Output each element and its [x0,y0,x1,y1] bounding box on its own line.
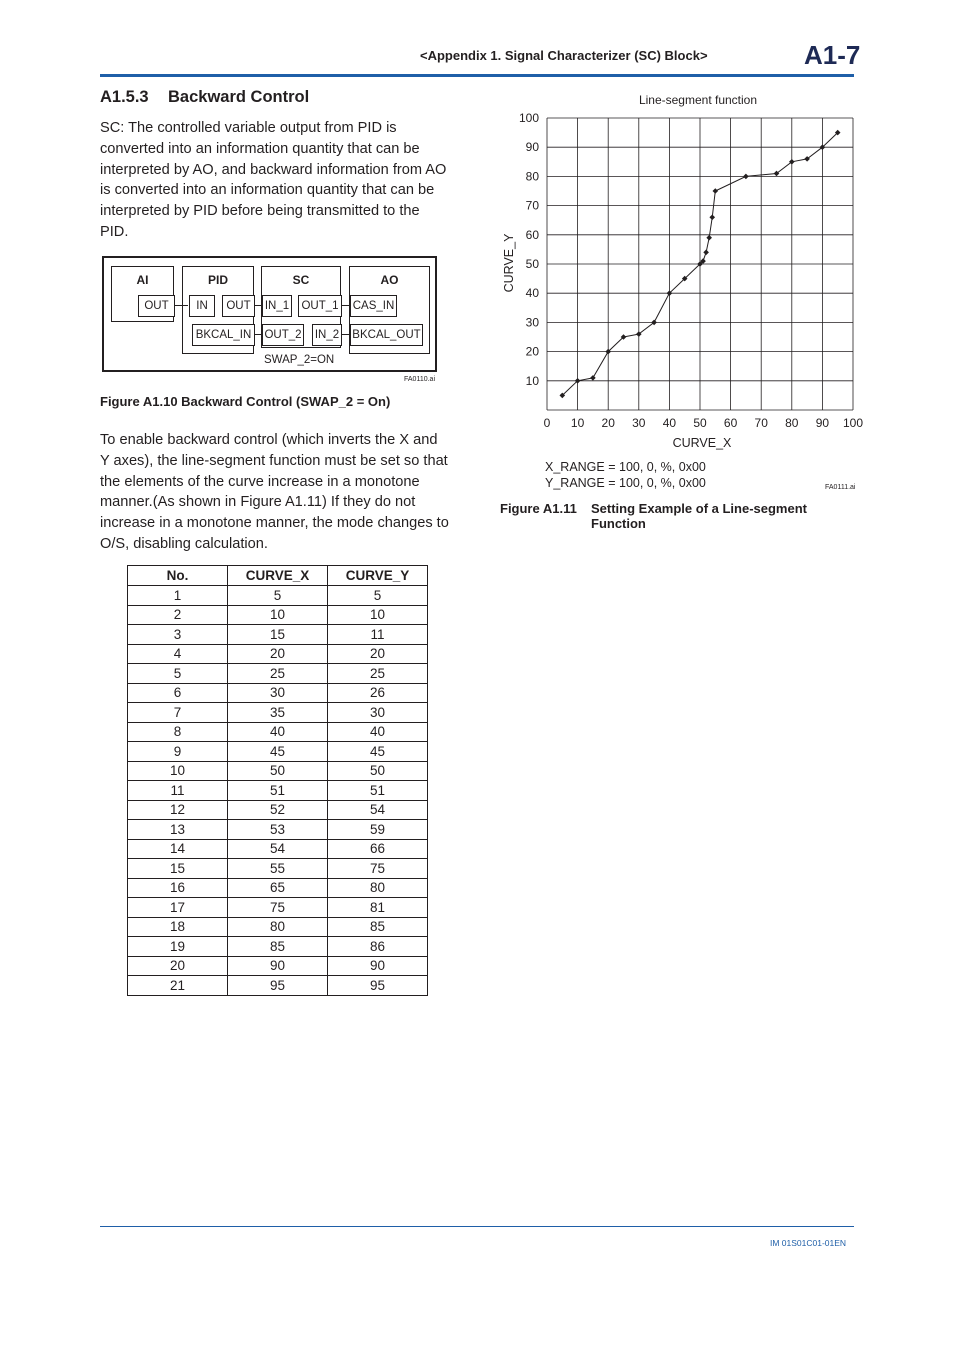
table-cell: 54 [228,839,328,859]
table-row [128,644,428,664]
section-title: Backward Control [168,88,310,106]
table-cell: 5 [228,586,328,606]
table-cell: 51 [328,781,428,801]
table-cell: 26 [328,683,428,703]
table-row [128,761,428,781]
chart-file-id: FA0111.ai [825,484,856,491]
table-cell: 95 [328,976,428,996]
y-range-annotation: Y_RANGE = 100, 0, %, 0x00 [545,476,706,490]
table-cell: 6 [128,683,228,703]
y-tick-label: 50 [525,257,539,271]
data-point [706,235,712,241]
table-cell: 80 [228,917,328,937]
table-header-row [128,566,428,586]
table-cell: 35 [228,703,328,723]
table-cell: 53 [228,820,328,840]
x-tick-label: 10 [570,416,585,430]
swap-label: SWAP_2=ON [264,354,335,366]
x-tick-label: 50 [693,416,707,430]
table-cell: 25 [328,664,428,684]
table-cell: 7 [128,703,228,723]
table-cell: 40 [228,722,328,742]
ao-block [349,266,430,354]
line-segment-chart [495,88,875,508]
table-row [128,820,428,840]
table-cell: 10 [328,605,428,625]
sc-block-title: SC [292,273,310,287]
data-point [709,214,715,220]
sc-out-2-port: OUT_2 [262,324,304,346]
table-cell: 45 [228,742,328,762]
pid-block-title: PID [207,273,228,287]
table-cell: 5 [328,586,428,606]
intro-paragraph: SC: The controlled variable output from PID is converted into an information quantity that can be interpreted by AO, and backward information from AO is converted into an information quantity that can be interpreted by PID before being transmitted to the PID. [100,120,447,240]
x-tick-label: 60 [723,416,738,430]
table-row [128,859,428,879]
y-tick-label: 100 [518,111,539,125]
ai-block-title: AI [136,273,149,287]
y-tick-label: 30 [525,315,539,330]
x-tick-label: 0 [543,416,551,430]
table-cell: 5 [128,664,228,684]
table-cell: 2 [128,605,228,625]
x-tick-label: 30 [632,416,646,430]
y-axis-label: CURVE_Y [502,233,516,293]
table-row [128,956,428,976]
data-point [590,375,596,381]
table-row [128,781,428,801]
page-number: A1-7 [804,40,861,70]
column-header: CURVE_Y [328,566,428,586]
curve-table [127,565,428,996]
column-header: CURVE_X [228,566,328,586]
table-cell: 12 [128,800,228,820]
table-row [128,937,428,957]
table-cell: 11 [128,781,228,801]
table-row [128,605,428,625]
table-cell: 14 [128,839,228,859]
table-cell: 20 [228,644,328,664]
table-cell: 18 [128,917,228,937]
table-cell: 19 [128,937,228,957]
sc-out-1-port: OUT_1 [298,295,342,317]
table-cell: 54 [328,800,428,820]
x-tick-label: 70 [754,416,768,430]
table-cell: 86 [328,937,428,957]
wire-ao-to-sc-bkcal [341,334,349,335]
x-range-annotation: X_RANGE = 100, 0, %, 0x00 [545,460,706,474]
wire-sc-to-pid-bkcal [254,334,261,335]
table-row [128,742,428,762]
table-cell: 15 [228,625,328,645]
table-row [128,917,428,937]
data-point [743,174,749,180]
x-tick-label: 100 [842,416,864,430]
table-cell: 85 [328,917,428,937]
footer-rule [100,1226,854,1227]
table-cell: 75 [228,898,328,918]
table-cell: 13 [128,820,228,840]
table-cell: 21 [128,976,228,996]
ao-block-title: AO [380,273,399,287]
table-cell: 9 [128,742,228,762]
ai-block [111,266,174,322]
y-tick-label: 80 [525,169,539,184]
header-rule [100,74,854,77]
table-cell: 25 [228,664,328,684]
x-tick-label: 90 [815,416,830,430]
data-point [713,188,719,194]
table-cell: 20 [128,956,228,976]
table-cell: 85 [228,937,328,957]
sc-in-2-port: IN_2 [312,324,342,346]
table-row [128,898,428,918]
table-cell: 81 [328,898,428,918]
pid-block [182,266,254,354]
figure-caption-text: Setting Example of a Line-segment Function [591,501,807,531]
figure-label: Figure A1.11 [500,501,577,516]
table-row [128,839,428,859]
monotone-paragraph: To enable backward control (which inverts the X and Y axes), the line-segment function must be set so that the elements of the curve increase in a monotone manner.(As shown in Figure A1.11) If they do not increase in a monotone manner, the mode changes to O/S, disabling calculation. [100,432,449,552]
ao-cas-in-port: CAS_IN [350,295,397,317]
table-cell: 40 [328,722,428,742]
y-tick-label: 40 [525,286,539,301]
table-cell: 75 [328,859,428,879]
y-tick-label: 70 [525,198,539,213]
table-cell: 3 [128,625,228,645]
table-row [128,800,428,820]
table-cell: 90 [228,956,328,976]
table-row [128,664,428,684]
pid-out-port: OUT [222,295,255,317]
table-cell: 52 [228,800,328,820]
column-header: No. [128,566,228,586]
ao-bkcal-out-port: BKCAL_OUT [350,324,423,346]
pid-in-port: IN [189,295,215,317]
y-tick-label: 60 [525,227,539,242]
table-cell: 51 [228,781,328,801]
table-cell: 8 [128,722,228,742]
table-cell: 59 [328,820,428,840]
y-tick-label: 20 [525,344,539,359]
table-row [128,586,428,606]
running-header-title: <Appendix 1. Signal Characterizer (SC) Block> [420,48,708,63]
x-tick-label: 20 [601,416,615,430]
wire-sc-to-ao [341,305,349,306]
table-cell: 66 [328,839,428,859]
section-number: A1.5.3 [100,88,149,106]
y-tick-label: 10 [525,373,539,388]
table-cell: 45 [328,742,428,762]
x-tick-label: 80 [785,416,799,430]
table-cell: 10 [228,605,328,625]
table-cell: 30 [328,703,428,723]
table-cell: 15 [128,859,228,879]
sc-block [261,266,341,348]
figure-file-id: FA0110.ai [404,376,436,383]
table-cell: 10 [128,761,228,781]
chart-ticks [519,111,863,430]
table-cell: 80 [328,878,428,898]
table-row [128,878,428,898]
figure-caption-a1-11 [500,501,860,531]
x-tick-label: 40 [662,416,677,430]
document-id: IM 01S01C01-01EN [770,1238,847,1248]
pid-bkcal-in-port: BKCAL_IN [192,324,255,346]
table-cell: 1 [128,586,228,606]
figure-caption: Figure A1.10 Backward Control (SWAP_2 = On) [100,394,391,409]
table-cell: 55 [228,859,328,879]
table-cell: 65 [228,878,328,898]
chart-title: Line-segment function [638,93,758,107]
table-cell: 90 [328,956,428,976]
table-cell: 20 [328,644,428,664]
table-cell: 11 [328,625,428,645]
table-cell: 17 [128,898,228,918]
ai-out-port: OUT [138,295,175,317]
wire-pid-to-sc [254,305,261,306]
sc-in-1-port: IN_1 [262,295,292,317]
table-row [128,625,428,645]
table-cell: 50 [228,761,328,781]
table-cell: 16 [128,878,228,898]
table-row [128,722,428,742]
wire-ai-to-pid [174,305,188,306]
table-row [128,703,428,723]
table-cell: 4 [128,644,228,664]
x-axis-label: CURVE_X [672,436,732,450]
table-cell: 30 [228,683,328,703]
y-tick-label: 90 [525,140,539,155]
table-cell: 50 [328,761,428,781]
table-cell: 95 [228,976,328,996]
table-row [128,683,428,703]
table-row [128,976,428,996]
data-point [703,250,709,256]
section-heading [100,88,309,107]
